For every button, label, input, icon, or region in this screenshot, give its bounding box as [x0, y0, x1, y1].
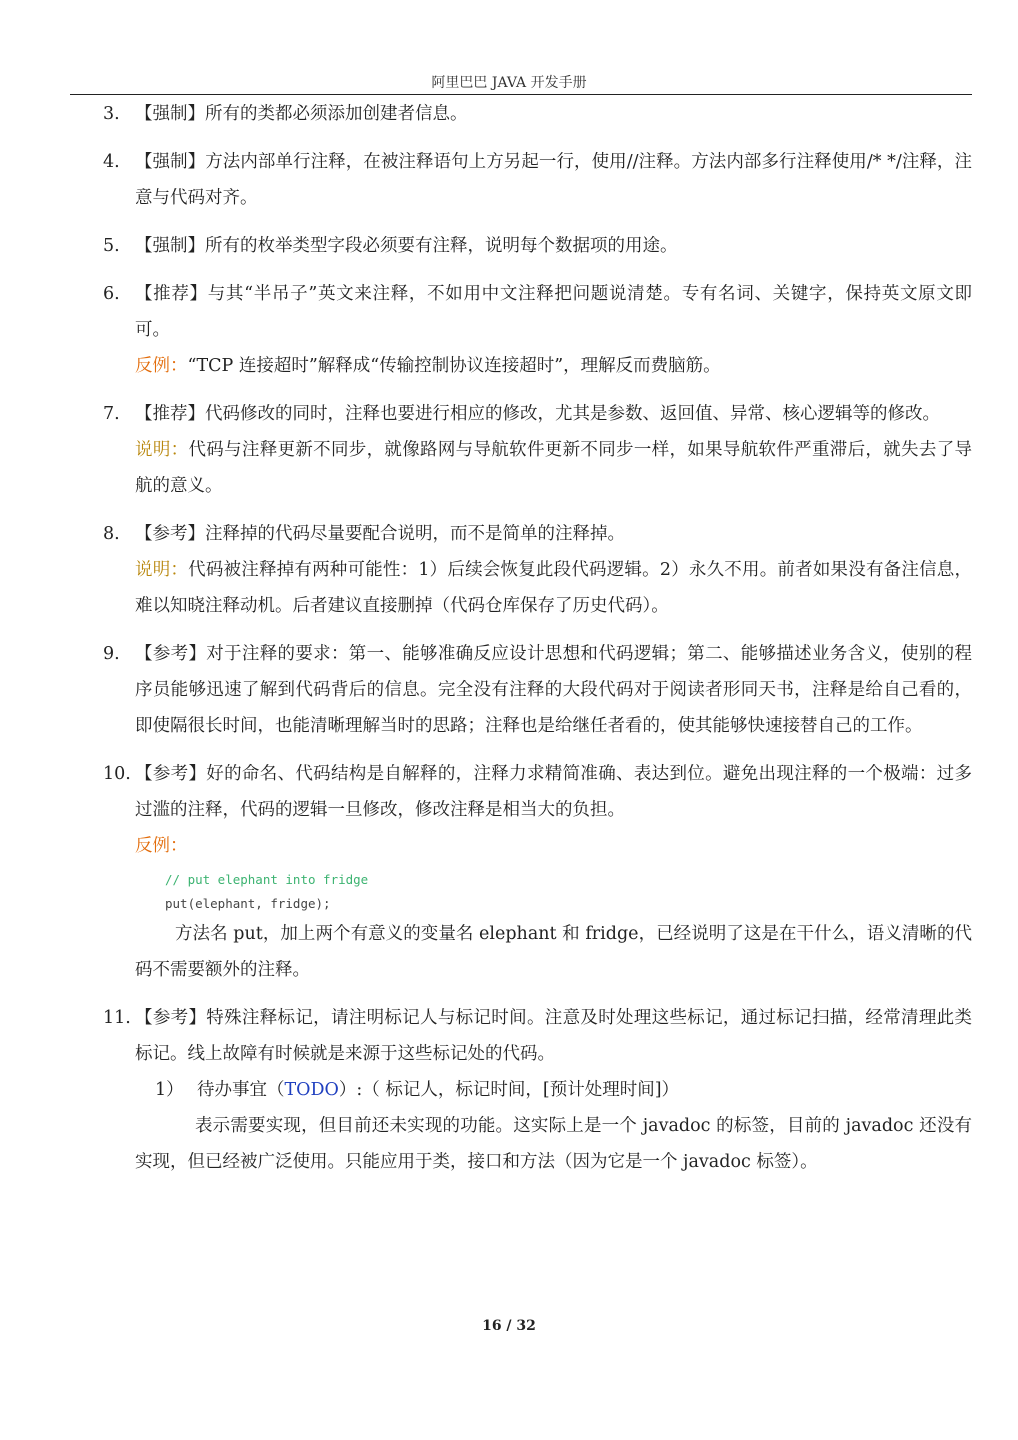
counter-example-label: 反例： [135, 356, 188, 376]
counter-example [135, 348, 972, 384]
rule-tag: 【推荐】 [135, 284, 208, 304]
rule-text: 好的命名、代码结构是自解释的，注释力求精简准确、表达到位。避免出现注释的一个极端：过多过滥的注释，代码的逻辑一旦修改，修改注释是相当大的负担。 [135, 764, 973, 820]
rule-item-11 [0, 1000, 1018, 1180]
explanation-text: 代码被注释掉有两种可能性：1）后续会恢复此段代码逻辑。2）永久不用。前者如果没有备注信息，难以知晓注释动机。后者建议直接删掉（代码仓库保存了历史代码）。 [135, 560, 973, 616]
rule-text: 代码修改的同时，注释也要进行相应的修改，尤其是参数、返回值、异常、核心逻辑等的修改。 [205, 404, 940, 424]
rule-number: 4. [103, 152, 120, 172]
explanation [135, 552, 972, 624]
page-number: 16 / 32 [482, 1318, 536, 1334]
rule-number: 6. [103, 284, 120, 304]
rule-tag: 【强制】 [135, 104, 205, 124]
rule-tag: 【参考】 [135, 1008, 207, 1028]
rule-tag: 【参考】 [135, 764, 207, 784]
sub-item-suffix: ）:（ 标记人，标记时间，[预计处理时间]） [338, 1080, 680, 1100]
todo-keyword: TODO [284, 1080, 339, 1100]
sub-item-number: 1） [155, 1080, 184, 1100]
rule-item-6 [0, 276, 1018, 384]
rule-text: 注释掉的代码尽量要配合说明，而不是简单的注释掉。 [205, 524, 625, 544]
code-comment: // put elephant into fridge [165, 872, 369, 887]
sub-item-prefix: 待办事宜（ [197, 1080, 285, 1100]
rule-item-4 [0, 144, 1018, 216]
rule-number: 3. [103, 104, 120, 124]
explanation-label: 说明： [135, 560, 189, 580]
rule-tag: 【参考】 [135, 524, 205, 544]
rule-item-7 [0, 396, 1018, 504]
rule-number: 9. [103, 644, 120, 664]
rule-number: 11. [103, 1008, 131, 1028]
sub-item-todo [135, 1072, 972, 1108]
rule-number: 7. [103, 404, 120, 424]
rule-text: 所有的枚举类型字段必须要有注释，说明每个数据项的用途。 [205, 236, 678, 256]
sub-item-description: 表示需要实现，但目前还未实现的功能。这实际上是一个 javadoc 的标签，目前的 javadoc 还没有实现，但已经被广泛使用。只能应用于类，接口和方法（因为它是一个 javadoc 标签）。 [135, 1116, 972, 1172]
rule-tag: 【参考】 [135, 644, 207, 664]
counter-example-text: “TCP 连接超时”解释成“传输控制协议连接超时”，理解反而费脑筋。 [187, 356, 721, 376]
rule-number: 8. [103, 524, 120, 544]
explanation-label: 说明： [135, 440, 189, 460]
rule-tag: 【强制】 [135, 152, 206, 172]
rule-text: 所有的类都必须添加创建者信息。 [205, 104, 468, 124]
rule-number: 10. [103, 764, 131, 784]
rule-item-9 [0, 636, 1018, 744]
explanation-text: 代码与注释更新不同步，就像路网与导航软件更新不同步一样，如果导航软件严重滞后，就失去了导航的意义。 [135, 440, 973, 496]
rule-item-10 [0, 756, 1018, 988]
rule-tag: 【强制】 [135, 236, 205, 256]
code-line: put(elephant, fridge); [165, 896, 331, 911]
rule-item-8 [0, 516, 1018, 624]
rule-item-5 [0, 228, 1018, 264]
rule-item-3 [0, 96, 1018, 132]
rule-number: 5. [103, 236, 120, 256]
explanation [135, 432, 972, 504]
rule-tag: 【推荐】 [135, 404, 205, 424]
rule-text: 方法内部单行注释，在被注释语句上方另起一行，使用//注释。方法内部多行注释使用/* */注释，注意与代码对齐。 [135, 152, 972, 208]
code-explanation: 方法名 put，加上两个有意义的变量名 elephant 和 fridge，已经说明了这是在干什么，语义清晰的代码不需要额外的注释。 [135, 924, 972, 980]
document-body [0, 96, 1018, 1192]
counter-example-label: 反例： [135, 836, 188, 856]
rule-text: 对于注释的要求：第一、能够准确反应设计思想和代码逻辑；第二、能够描述业务含义，使别的程序员能够迅速了解到代码背后的信息。完全没有注释的大段代码对于阅读者形同天书，注释是给自己看的，即使隔很长时间，也能清晰理解当时的思路；注释也是给继任者看的，使其能够快速接替自己的工作。 [135, 644, 973, 736]
rule-text: 与其“半吊子”英文来注释，不如用中文注释把问题说清楚。专有名词、关键字，保持英文原文即可。 [135, 284, 973, 340]
page-header: 阿里巴巴 JAVA 开发手册 [431, 75, 587, 91]
rule-text: 特殊注释标记，请注明标记人与标记时间。注意及时处理这些标记，通过标记扫描，经常清理此类标记。线上故障有时候就是来源于这些标记处的代码。 [135, 1008, 973, 1064]
header-rule [70, 94, 972, 95]
